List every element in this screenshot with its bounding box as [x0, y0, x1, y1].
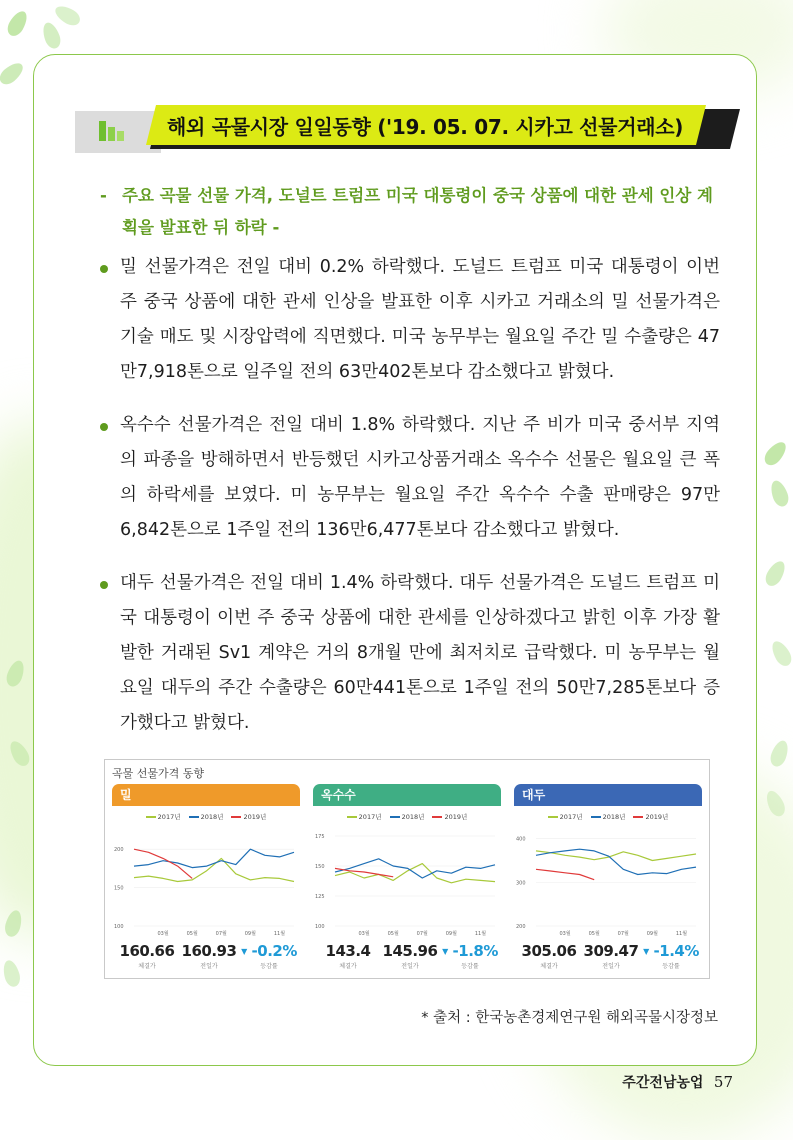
stat-prev: 145.96 전일가 — [382, 942, 438, 970]
legend-item-2018: 2018년 — [591, 813, 626, 821]
stat-change: ▼ -1.8% 등감률 — [442, 942, 498, 970]
series-line-2017 — [536, 851, 696, 861]
chart-stats — [112, 942, 300, 976]
page-title: 해외 곡물시장 일일동향 ('19. 05. 07. 시카고 선물거래소) — [167, 115, 684, 139]
x-tick-label: 11월 — [675, 931, 688, 937]
chart-header: 옥수수 — [313, 784, 501, 806]
x-tick-label: 03월 — [358, 931, 370, 937]
source-note: * 출처 : 한국농촌경제연구원 해외곡물시장정보 — [421, 1010, 718, 1026]
chart-wheat — [112, 784, 300, 972]
legend-item-2017: 2017년 — [347, 813, 382, 821]
legend-item-2017: 2017년 — [146, 813, 181, 821]
y-tick-label: 100 — [114, 924, 124, 930]
leaf-icon — [52, 2, 83, 28]
legend-item-2019: 2019년 — [231, 813, 266, 821]
chart-legend — [514, 812, 702, 821]
publication-name: 주간전남농업 — [622, 1075, 704, 1091]
bullet-text: 밀 선물가격은 전일 대비 0.2% 하락했다. 도널드 트럼프 미국 대통령이 이번 주 중국 상품에 대한 관세 인상을 발표한 이후 시카고 거래소의 밀 선물가격은 기술 매도 및 시장압력에 직면했다. 미국 농무부는 월요일 주간 밀 수출량은 47만7,918톤으로 일주일 전의 63만402톤보다 감소했다고 밝혔다. — [120, 257, 720, 382]
stat-today: 305.06 체결가 — [521, 942, 577, 970]
chart-header: 대두 — [514, 784, 702, 806]
leaf-icon — [761, 438, 790, 468]
chart-plot — [112, 824, 300, 944]
y-tick-label: 150 — [315, 864, 325, 870]
x-tick-label: 05월 — [387, 931, 399, 937]
x-tick-label: 09월 — [646, 931, 658, 937]
y-tick-label: 200 — [516, 924, 526, 930]
chart-legend — [112, 812, 300, 821]
x-tick-label: 07월 — [416, 931, 428, 937]
bullet-soybean — [100, 566, 720, 741]
chart-stats — [313, 942, 501, 976]
y-tick-label: 100 — [315, 924, 325, 930]
news-bullets — [100, 250, 720, 759]
chart-soybean — [514, 784, 702, 972]
series-line-2018 — [536, 849, 696, 874]
legend-item-2019: 2019년 — [633, 813, 668, 821]
bullet-dot-icon — [100, 581, 108, 589]
y-tick-label: 400 — [516, 836, 526, 843]
chart-corn — [313, 784, 501, 972]
stat-change: ▼ -1.4% 등감률 — [643, 942, 699, 970]
down-arrow-icon: ▼ — [241, 947, 247, 956]
chart-header: 밀 — [112, 784, 300, 806]
summary-headline — [100, 180, 720, 244]
bar-chart-icon — [99, 119, 127, 141]
x-tick-label: 07월 — [215, 931, 227, 937]
bullet-corn — [100, 408, 720, 548]
bullet-dot-icon — [100, 423, 108, 431]
series-line-2019 — [536, 869, 594, 879]
chart-legend — [313, 812, 501, 821]
bullet-dot-icon — [100, 265, 108, 273]
series-line-2018 — [335, 859, 495, 878]
leaf-icon — [768, 738, 791, 769]
chart-stats — [514, 942, 702, 976]
legend-item-2018: 2018년 — [189, 813, 224, 821]
x-tick-label: 07월 — [617, 931, 629, 937]
legend-item-2019: 2019년 — [432, 813, 467, 821]
legend-item-2017: 2017년 — [548, 813, 583, 821]
y-tick-label: 175 — [315, 834, 325, 840]
series-line-2019 — [335, 868, 393, 876]
futures-price-panel — [104, 759, 710, 979]
page-number: 57 — [713, 1073, 733, 1091]
bullet-wheat — [100, 250, 720, 390]
bullet-text: 대두 선물가격은 전일 대비 1.4% 하락했다. 대두 선물가격은 도널드 트럼프 미국 대통령이 이번 주 중국 상품에 대한 관세를 인상하겠다고 밝힌 이후 가장 활발한 거래된 Sv1 계약은 거의 8개월 만에 최저치로 급락했다. 미 농무부는 월요일 대두의 주간 수출량은 60만441톤으로 1주일 전의 50만7,285톤보다 증가했다고 밝혔다. — [120, 573, 720, 733]
leaf-icon — [4, 8, 30, 39]
x-tick-label: 05월 — [186, 931, 198, 937]
x-tick-label: 09월 — [445, 931, 457, 937]
down-arrow-icon: ▼ — [643, 947, 649, 956]
y-tick-label: 125 — [315, 894, 325, 900]
x-tick-label: 03월 — [157, 931, 169, 937]
leaf-icon — [768, 638, 793, 669]
chart-plot — [514, 824, 702, 944]
summary-text: 주요 곡물 선물 가격, 도널트 트럼프 미국 대통령이 중국 상품에 대한 관세 인상 계획을 발표한 뒤 하락 - — [122, 186, 713, 237]
leaf-icon — [40, 20, 63, 51]
panel-title: 곡물 선물가격 동향 — [112, 767, 205, 780]
x-tick-label: 05월 — [588, 931, 600, 937]
section-title-bar — [75, 105, 715, 155]
leaf-icon — [768, 478, 791, 509]
y-tick-label: 200 — [114, 847, 124, 854]
leaf-icon — [762, 558, 788, 589]
x-tick-label: 11월 — [273, 931, 286, 937]
legend-item-2018: 2018년 — [390, 813, 425, 821]
bullet-text: 옥수수 선물가격은 전일 대비 1.8% 하락했다. 지난 주 비가 미국 중서부 지역의 파종을 방해하면서 반등했던 시카고상품거래소 옥수수 선물은 월요일 큰 폭의 하락세를 보였다. 미 농무부는 월요일 주간 옥수수 수출 판매량은 97만6,842톤으로 1주일 전의 136만6,477톤보다 감소했다고 밝혔다. — [120, 415, 720, 540]
stat-prev: 160.93 전일가 — [181, 942, 237, 970]
page-footer — [622, 1072, 733, 1092]
y-tick-label: 150 — [114, 885, 124, 892]
x-tick-label: 03월 — [559, 931, 571, 937]
leaf-icon — [0, 59, 27, 88]
summary-dash: - — [100, 186, 107, 205]
stat-today: 143.4 체결가 — [325, 942, 371, 970]
stat-today: 160.66 체결가 — [119, 942, 175, 970]
stat-prev: 309.47 전일가 — [583, 942, 639, 970]
leaf-icon — [1, 959, 22, 989]
y-tick-label: 300 — [516, 880, 526, 887]
chart-plot — [313, 824, 501, 944]
series-line-2019 — [134, 849, 192, 878]
down-arrow-icon: ▼ — [442, 947, 448, 956]
x-tick-label: 11월 — [474, 931, 487, 937]
x-tick-label: 09월 — [244, 931, 256, 937]
stat-change: ▼ -0.2% 등감률 — [241, 942, 297, 970]
